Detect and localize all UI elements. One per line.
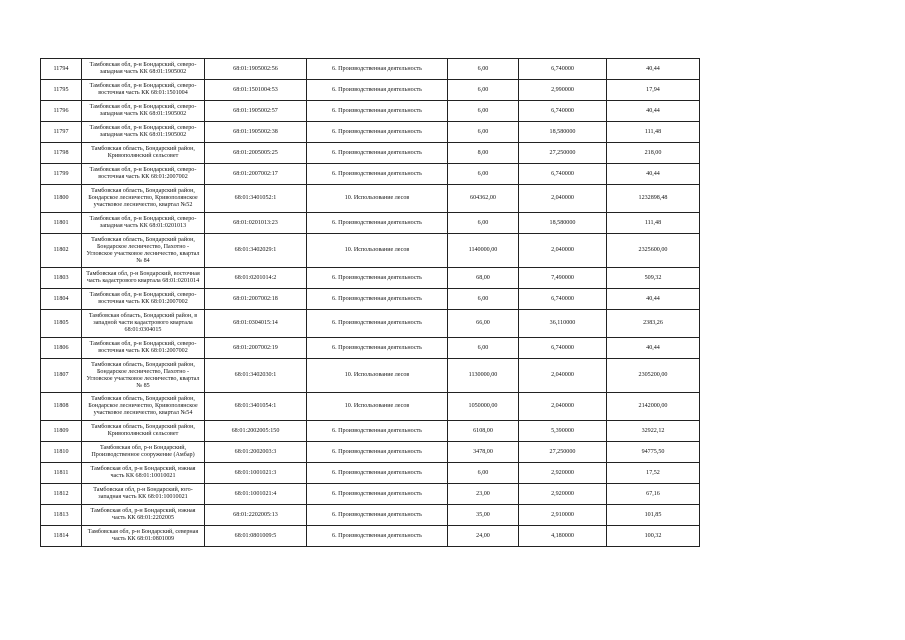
- row-number-cell: 11801: [41, 213, 82, 234]
- table-body: [41, 59, 700, 547]
- row-number-cell: 11810: [41, 442, 82, 463]
- area-cell: 35,00: [448, 505, 519, 526]
- table-row: [41, 484, 700, 505]
- document-page: [40, 58, 700, 547]
- table-row: [41, 143, 700, 164]
- address-cell: Тамбовская область, Бондарский район, Бондарское лесничество, Кривополянское участковое лесничество, квартал №54: [82, 393, 205, 421]
- amount-cell: 67,16: [607, 484, 700, 505]
- cadastral-number-cell: 68:01:1905002:38: [205, 122, 307, 143]
- rate-cell: 27,250000: [519, 143, 607, 164]
- usage-category-cell: 6. Производственная деятельность: [307, 338, 448, 359]
- cadastral-number-cell: 68:01:2007002:18: [205, 289, 307, 310]
- rate-cell: 2,040000: [519, 234, 607, 268]
- address-cell: Тамбовская обл, р-н Бондарский, Производственное сооружение (Амбар): [82, 442, 205, 463]
- row-number-cell: 11796: [41, 101, 82, 122]
- table-row: [41, 421, 700, 442]
- cadastral-number-cell: 68:01:1001021:4: [205, 484, 307, 505]
- row-number-cell: 11805: [41, 310, 82, 338]
- rate-cell: 2,040000: [519, 393, 607, 421]
- rate-cell: 6,740000: [519, 59, 607, 80]
- cadastral-number-cell: 68:01:2002005:150: [205, 421, 307, 442]
- rate-cell: 27,250000: [519, 442, 607, 463]
- table-row: [41, 122, 700, 143]
- usage-category-cell: 10. Использование лесов: [307, 393, 448, 421]
- rate-cell: 18,580000: [519, 213, 607, 234]
- cadastral-number-cell: 68:01:2002003:3: [205, 442, 307, 463]
- table-row: [41, 59, 700, 80]
- usage-category-cell: 6. Производственная деятельность: [307, 101, 448, 122]
- address-cell: Тамбовская обл, р-н Бондарский, северо-западная часть КК 68:01:0201013: [82, 213, 205, 234]
- cadastral-number-cell: 68:01:2005005:25: [205, 143, 307, 164]
- row-number-cell: 11813: [41, 505, 82, 526]
- table-row: [41, 80, 700, 101]
- cadastral-number-cell: 68:01:3401052:1: [205, 185, 307, 213]
- row-number-cell: 11798: [41, 143, 82, 164]
- cadastral-number-cell: 68:01:1905002:57: [205, 101, 307, 122]
- area-cell: 6,00: [448, 122, 519, 143]
- cadastral-number-cell: 68:01:0304015:14: [205, 310, 307, 338]
- address-cell: Тамбовская обл, р-н Бондарский, северо-восточная часть КК 68:01:2007002: [82, 164, 205, 185]
- usage-category-cell: 6. Производственная деятельность: [307, 484, 448, 505]
- table-row: [41, 442, 700, 463]
- usage-category-cell: 10. Использование лесов: [307, 234, 448, 268]
- usage-category-cell: 6. Производственная деятельность: [307, 122, 448, 143]
- area-cell: 6,00: [448, 59, 519, 80]
- table-row: [41, 213, 700, 234]
- rate-cell: 2,040000: [519, 359, 607, 393]
- area-cell: 6,00: [448, 289, 519, 310]
- area-cell: 3478,00: [448, 442, 519, 463]
- rate-cell: 36,110000: [519, 310, 607, 338]
- address-cell: Тамбовская обл, р-н Бондарский, юго-западная часть КК 68:01:10010021: [82, 484, 205, 505]
- table-row: [41, 234, 700, 268]
- rate-cell: 2,910000: [519, 505, 607, 526]
- address-cell: Тамбовская обл, р-н Бондарский, северо-западная часть КК 68:01:1905002: [82, 59, 205, 80]
- area-cell: 1050000,00: [448, 393, 519, 421]
- table-row: [41, 526, 700, 547]
- cadastral-number-cell: 68:01:2007002:17: [205, 164, 307, 185]
- area-cell: 6,00: [448, 80, 519, 101]
- amount-cell: 40,44: [607, 59, 700, 80]
- row-number-cell: 11809: [41, 421, 82, 442]
- area-cell: 24,00: [448, 526, 519, 547]
- row-number-cell: 11812: [41, 484, 82, 505]
- address-cell: Тамбовская область, Бондарский район, Кривополянский сельсовет: [82, 143, 205, 164]
- cadastral-number-cell: 68:01:0801009:5: [205, 526, 307, 547]
- table-row: [41, 268, 700, 289]
- rate-cell: 2,920000: [519, 463, 607, 484]
- usage-category-cell: 6. Производственная деятельность: [307, 310, 448, 338]
- cadastral-number-cell: 68:01:0201013:23: [205, 213, 307, 234]
- address-cell: Тамбовская обл, р-н Бондарский, южная часть КК 68:01:10010021: [82, 463, 205, 484]
- table-row: [41, 289, 700, 310]
- usage-category-cell: 6. Производственная деятельность: [307, 463, 448, 484]
- rate-cell: 7,490000: [519, 268, 607, 289]
- area-cell: 6,00: [448, 164, 519, 185]
- row-number-cell: 11794: [41, 59, 82, 80]
- usage-category-cell: 6. Производственная деятельность: [307, 505, 448, 526]
- area-cell: 1140000,00: [448, 234, 519, 268]
- row-number-cell: 11811: [41, 463, 82, 484]
- usage-category-cell: 6. Производственная деятельность: [307, 164, 448, 185]
- amount-cell: 94775,50: [607, 442, 700, 463]
- amount-cell: 40,44: [607, 164, 700, 185]
- table-row: [41, 463, 700, 484]
- amount-cell: 17,52: [607, 463, 700, 484]
- usage-category-cell: 10. Использование лесов: [307, 185, 448, 213]
- row-number-cell: 11799: [41, 164, 82, 185]
- land-plots-table: [40, 58, 700, 547]
- amount-cell: 32922,12: [607, 421, 700, 442]
- amount-cell: 2305200,00: [607, 359, 700, 393]
- amount-cell: 100,32: [607, 526, 700, 547]
- amount-cell: 17,94: [607, 80, 700, 101]
- area-cell: 604362,00: [448, 185, 519, 213]
- cadastral-number-cell: 68:01:1001021:3: [205, 463, 307, 484]
- address-cell: Тамбовская обл, р-н Бондарский, северо-западная часть КК 68:01:1905002: [82, 122, 205, 143]
- area-cell: 23,00: [448, 484, 519, 505]
- cadastral-number-cell: 68:01:0201014:2: [205, 268, 307, 289]
- address-cell: Тамбовская область, Бондарский район, Бондарское лесничество, Кривополянское участковое лесничество, квартал №52: [82, 185, 205, 213]
- amount-cell: 218,00: [607, 143, 700, 164]
- rate-cell: 6,740000: [519, 338, 607, 359]
- area-cell: 6,00: [448, 338, 519, 359]
- usage-category-cell: 6. Производственная деятельность: [307, 80, 448, 101]
- row-number-cell: 11802: [41, 234, 82, 268]
- address-cell: Тамбовская обл, р-н Бондарский, северная часть КК 68:01:0801009: [82, 526, 205, 547]
- amount-cell: 509,32: [607, 268, 700, 289]
- cadastral-number-cell: 68:01:1905002:56: [205, 59, 307, 80]
- cadastral-number-cell: 68:01:2007002:19: [205, 338, 307, 359]
- table-row: [41, 164, 700, 185]
- amount-cell: 111,48: [607, 122, 700, 143]
- amount-cell: 111,48: [607, 213, 700, 234]
- address-cell: Тамбовская область, Бондарский район, Кривополянский сельсовет: [82, 421, 205, 442]
- area-cell: 1130000,00: [448, 359, 519, 393]
- address-cell: Тамбовская обл, р-н Бондарский, северо-восточная часть КК 68:01:2007002: [82, 289, 205, 310]
- row-number-cell: 11797: [41, 122, 82, 143]
- rate-cell: 6,740000: [519, 101, 607, 122]
- rate-cell: 2,040000: [519, 185, 607, 213]
- row-number-cell: 11803: [41, 268, 82, 289]
- cadastral-number-cell: 68:01:1501004:53: [205, 80, 307, 101]
- row-number-cell: 11800: [41, 185, 82, 213]
- usage-category-cell: 6. Производственная деятельность: [307, 421, 448, 442]
- address-cell: Тамбовская область, Бондарский район, в западной части кадастрового квартала 68:01:0304015: [82, 310, 205, 338]
- cadastral-number-cell: 68:01:3401054:1: [205, 393, 307, 421]
- row-number-cell: 11814: [41, 526, 82, 547]
- rate-cell: 2,990000: [519, 80, 607, 101]
- table-row: [41, 359, 700, 393]
- area-cell: 66,00: [448, 310, 519, 338]
- usage-category-cell: 6. Производственная деятельность: [307, 59, 448, 80]
- usage-category-cell: 6. Производственная деятельность: [307, 442, 448, 463]
- rate-cell: 6,740000: [519, 164, 607, 185]
- usage-category-cell: 10. Использование лесов: [307, 359, 448, 393]
- rate-cell: 4,180000: [519, 526, 607, 547]
- rate-cell: 6,740000: [519, 289, 607, 310]
- cadastral-number-cell: 68:01:3402030:1: [205, 359, 307, 393]
- usage-category-cell: 6. Производственная деятельность: [307, 213, 448, 234]
- cadastral-number-cell: 68:01:2202005:13: [205, 505, 307, 526]
- amount-cell: 2142000,00: [607, 393, 700, 421]
- address-cell: Тамбовская обл, р-н Бондарский, северо-восточная часть КК 68:01:1501004: [82, 80, 205, 101]
- row-number-cell: 11804: [41, 289, 82, 310]
- address-cell: Тамбовская область, Бондарский район, Бондарское лесничество, Пахотно - Угловское участковое лесничество, квартал № 85: [82, 359, 205, 393]
- amount-cell: 2325600,00: [607, 234, 700, 268]
- table-row: [41, 505, 700, 526]
- amount-cell: 40,44: [607, 101, 700, 122]
- amount-cell: 2383,26: [607, 310, 700, 338]
- area-cell: 6108,00: [448, 421, 519, 442]
- table-row: [41, 101, 700, 122]
- table-row: [41, 310, 700, 338]
- area-cell: 8,00: [448, 143, 519, 164]
- area-cell: 68,00: [448, 268, 519, 289]
- usage-category-cell: 6. Производственная деятельность: [307, 289, 448, 310]
- usage-category-cell: 6. Производственная деятельность: [307, 526, 448, 547]
- cadastral-number-cell: 68:01:3402029:1: [205, 234, 307, 268]
- table-row: [41, 393, 700, 421]
- address-cell: Тамбовская область, Бондарский район, Бондарское лесничество, Пахотно - Угловское участковое лесничество, квартал № 84: [82, 234, 205, 268]
- amount-cell: 1232898,48: [607, 185, 700, 213]
- row-number-cell: 11806: [41, 338, 82, 359]
- rate-cell: 18,580000: [519, 122, 607, 143]
- address-cell: Тамбовская обл, р-н Бондарский, южная часть КК 68:01:2202005: [82, 505, 205, 526]
- row-number-cell: 11795: [41, 80, 82, 101]
- amount-cell: 40,44: [607, 289, 700, 310]
- rate-cell: 5,390000: [519, 421, 607, 442]
- area-cell: 6,00: [448, 463, 519, 484]
- rate-cell: 2,920000: [519, 484, 607, 505]
- amount-cell: 40,44: [607, 338, 700, 359]
- address-cell: Тамбовская обл, р-н Бондарский, северо-западная часть КК 68:01:1905002: [82, 101, 205, 122]
- amount-cell: 101,85: [607, 505, 700, 526]
- area-cell: 6,00: [448, 101, 519, 122]
- address-cell: Тамбовская обл, р-н Бондарский, северо-восточная часть КК 68:01:2007002: [82, 338, 205, 359]
- row-number-cell: 11808: [41, 393, 82, 421]
- area-cell: 6,00: [448, 213, 519, 234]
- table-row: [41, 185, 700, 213]
- usage-category-cell: 6. Производственная деятельность: [307, 268, 448, 289]
- address-cell: Тамбовская обл, р-н Бондарский, восточная часть кадастрового квартала 68:01:0201014: [82, 268, 205, 289]
- row-number-cell: 11807: [41, 359, 82, 393]
- usage-category-cell: 6. Производственная деятельность: [307, 143, 448, 164]
- table-row: [41, 338, 700, 359]
